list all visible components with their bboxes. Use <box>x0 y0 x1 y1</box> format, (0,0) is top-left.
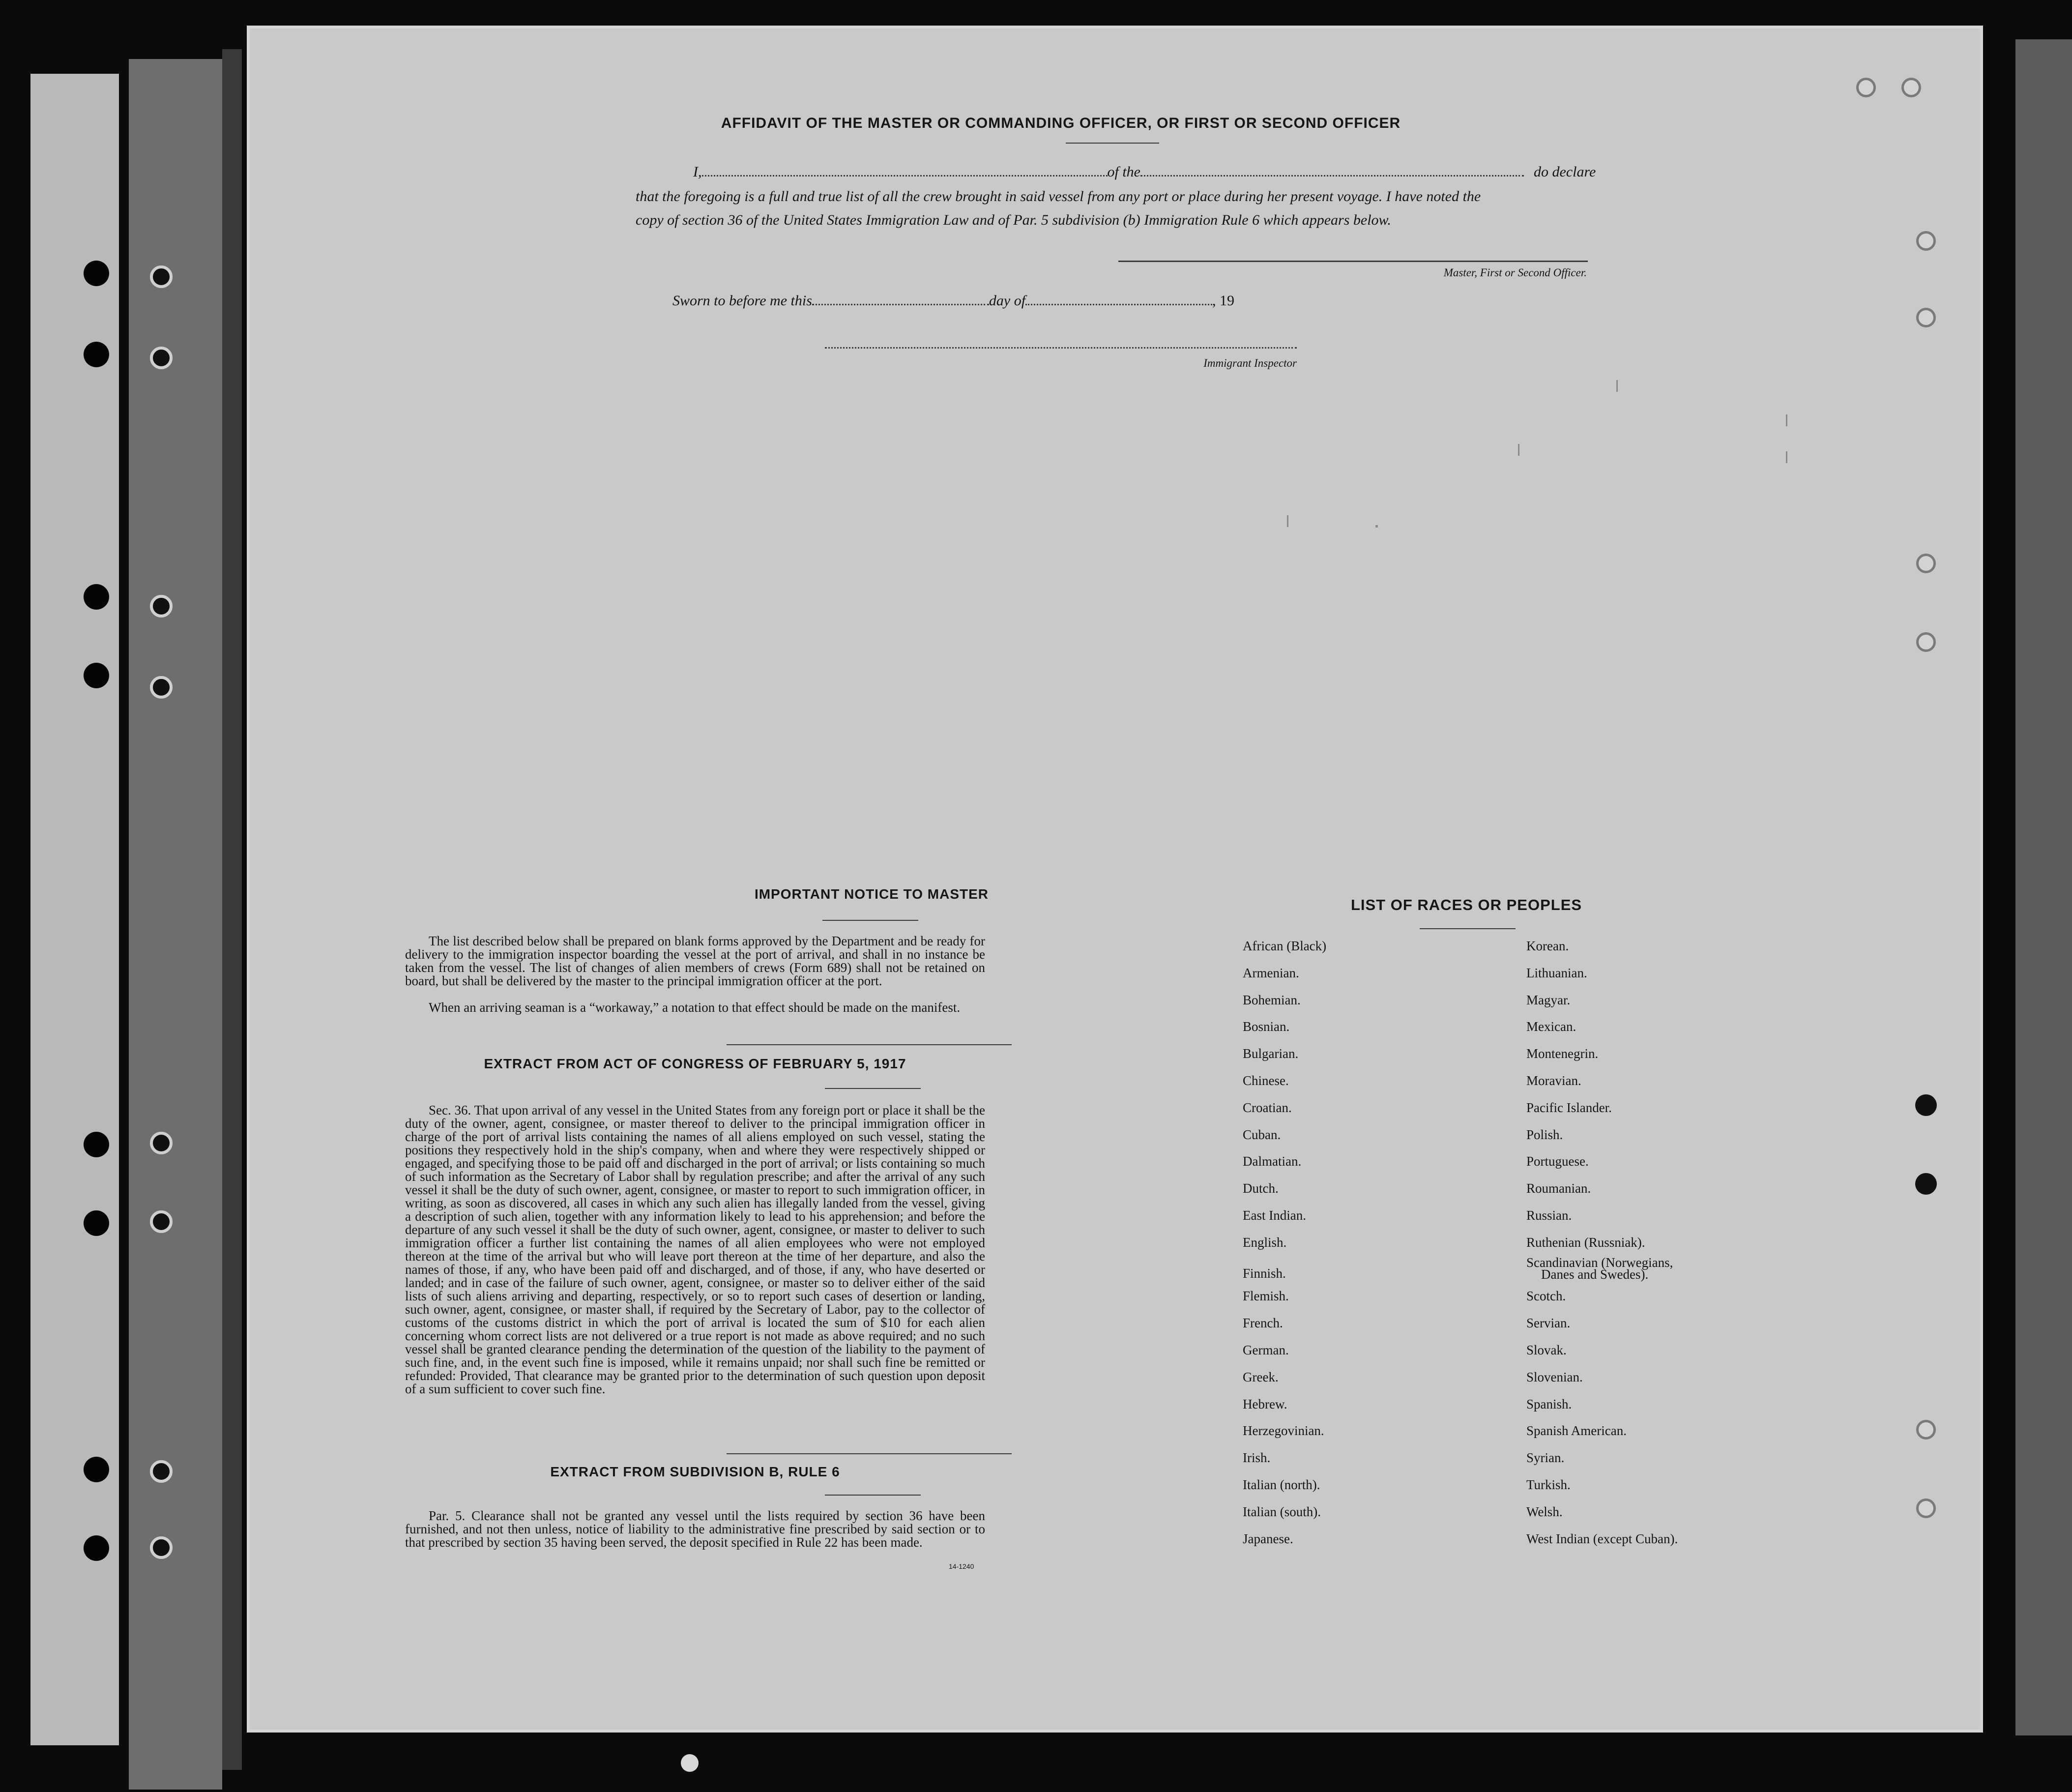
sworn-prefix: Sworn to before me this <box>672 293 812 309</box>
races-title: LIST OF RACES OR PEOPLES <box>1350 896 1582 913</box>
binder-ring <box>150 1536 173 1559</box>
notice-title: IMPORTANT NOTICE TO MASTER <box>754 886 989 902</box>
divider <box>1066 143 1159 144</box>
form-page <box>250 29 1980 1730</box>
act-extract-title: EXTRACT FROM ACT OF CONGRESS OF FEBRUARY 5, 1917 <box>484 1056 906 1071</box>
race-item: Lithuanian. <box>1526 965 1587 980</box>
race-item: Bosnian. <box>1243 1019 1290 1034</box>
race-item: Flemish. <box>1243 1289 1289 1304</box>
race-item: Slovak. <box>1526 1343 1567 1357</box>
page-hole <box>1916 308 1936 327</box>
inspector-label: Immigrant Inspector <box>1203 357 1297 369</box>
race-item: Scotch. <box>1526 1289 1566 1304</box>
sworn-day-of: day of <box>989 293 1026 309</box>
affidavit-line2: that the foregoing is a full and true list of all the crew brought in said vessel from any port or place during her present voyage. I have noted the <box>636 188 1481 205</box>
binder-strip-light <box>30 74 119 1745</box>
race-item: Scandinavian (Norwegians, <box>1526 1255 1673 1270</box>
binder-ring <box>150 595 173 617</box>
race-item: German. <box>1243 1343 1289 1357</box>
affidavit-title: AFFIDAVIT OF THE MASTER OR COMMANDING OFFICER, OR FIRST OR SECOND OFFICER <box>721 115 1401 131</box>
affidavit-of-the: of the <box>1107 164 1140 180</box>
day-blank[interactable] <box>812 304 989 305</box>
race-item: Irish. <box>1243 1450 1271 1466</box>
act-section-36: Sec. 36. That upon arrival of any vessel in the United States from any foreign port or place it shall be the duty of the owner, agent, consignee, or master thereof to deliver to the principal immigration officer in charge of the port of arrival lists containing the names of all aliens employed on such vessel, stating the positions they respectively hold in the ship's company, when and where they were respectively shipped or engaged, and specifying those to be paid off and discharged in the port of arrival; or lists containing so much of such information as the Secretary of Labor shall by regulation prescribe; and after the arrival of any such vessel it shall be the duty of such owner, agent, consignee, or master to report to such immigration officer, in writing, as soon as discovered, all cases in which any such alien has illegally landed from the vessel, giving a description of such alien, together with any information likely to lead to his apprehension; and before the departure of any such vessel it shall be the duty of such owner, agent, consignee, or master to deliver to such immigration officer a further list containing the names of all alien employees who were not employed thereon at the time of the arrival but who will leave port thereon at the time of her departure, and also the names of those, if any, who have been paid off and discharged, and of those, if any, who have deserted or landed; and in case of the failure of such owner, agent, consignee, or master so to deliver either of the said lists of such aliens arriving and departing, respectively, or so to report such cases of desertion or landing, such owner, agent, consignee, or master shall, if required by the Secretary of Labor, pay to the collector of customs of the customs district in which the port of arrival is located the sum of $10 for each alien concerning whom correct lists are not delivered or a true report is not made as above required; and no such vessel shall be granted clearance pending the determination of the question of the liability to the payment of such fine, and, in the event such fine is imposed, while it remains unpaid; nor shall such fine be remitted or refunded: Provided, That clearance may be granted prior to the determination of such question upon deposit of a sum sufficient to cover such fine. <box>405 1103 985 1396</box>
race-item: Syrian. <box>1526 1450 1565 1466</box>
divider <box>825 1088 921 1089</box>
race-item: English. <box>1243 1234 1287 1250</box>
page-hole <box>1916 554 1936 573</box>
binder-strip-gray <box>129 59 222 1790</box>
race-item: Magyar. <box>1526 992 1571 1007</box>
page-hole <box>1916 632 1936 652</box>
binder-hole <box>84 584 109 610</box>
race-item: African (Black) <box>1243 939 1327 953</box>
page-hole <box>1915 1094 1937 1116</box>
page-hole <box>1915 1173 1937 1195</box>
race-item: Dutch. <box>1243 1181 1279 1196</box>
month-blank[interactable] <box>1025 304 1212 305</box>
stray-mark <box>681 1754 699 1772</box>
binder-ring <box>150 676 173 699</box>
bleed-mark <box>1518 444 1519 456</box>
races-left-column <box>1243 29 1498 1700</box>
race-item: Turkish. <box>1526 1477 1571 1492</box>
rule-paragraph-5: Par. 5. Clearance shall not be granted any vessel until the lists required by section 36 have been furnished, and not then unless, notice of liability to the administrative fine prescribed by said section or to that prescribed by section 35 having been served, the deposit specified in Rule 22 has been made. <box>405 1508 985 1550</box>
race-item: Pacific Islander. <box>1526 1100 1612 1115</box>
race-item: Welsh. <box>1526 1504 1563 1519</box>
rule-extract-title: EXTRACT FROM SUBDIVISION B, RULE 6 <box>550 1464 840 1479</box>
binder-hole <box>84 342 109 367</box>
race-item: Slovenian. <box>1526 1369 1583 1384</box>
race-item: Dalmatian. <box>1243 1154 1302 1169</box>
notice-paragraph-1: The list described below shall be prepared on blank forms approved by the Department and be ready for delivery to the immigration inspector boarding the vessel at the port of arrival, and shall in no instance be taken from the vessel. The list of changes of alien members of crews (Form 689) shall not be retained on board, but shall be delivered by the master to the principal immigration officer at the port. <box>405 934 985 988</box>
race-item: Servian. <box>1526 1316 1571 1331</box>
binder-strip-dark <box>222 49 242 1770</box>
race-item: Korean. <box>1526 939 1569 953</box>
page-hole <box>1916 1498 1936 1518</box>
race-item: Cuban. <box>1243 1127 1281 1142</box>
race-item: Finnish. <box>1243 1265 1286 1281</box>
binder-hole <box>84 663 109 688</box>
binder-hole <box>84 1457 109 1482</box>
race-item: Spanish American. <box>1526 1423 1627 1439</box>
race-item: Portuguese. <box>1526 1154 1589 1169</box>
page-hole <box>1901 78 1921 97</box>
page-edge-right <box>2015 39 2072 1735</box>
race-item: Italian (south). <box>1243 1504 1321 1519</box>
race-item: Ruthenian (Russniak). <box>1526 1234 1645 1250</box>
notice-paragraph-2: When an arriving seaman is a “workaway,” a notation to that effect should be made on the manifest. <box>429 1000 961 1015</box>
master-signature-label: Master, First or Second Officer. <box>1443 266 1587 279</box>
race-item: Bohemian. <box>1243 992 1301 1007</box>
binder-ring <box>150 1210 173 1233</box>
race-item: Montenegrin. <box>1526 1046 1599 1061</box>
races-right-column <box>1526 29 1870 1700</box>
affidavit-line3: copy of section 36 of the United States Immigration Law and of Par. 5 subdivision (b) Immigration Rule 6 which appears below. <box>636 212 1391 228</box>
race-item-continuation: Danes and Swedes). <box>1541 1266 1649 1282</box>
race-item: Bulgarian. <box>1243 1046 1299 1061</box>
race-item: Japanese. <box>1243 1531 1293 1546</box>
binder-hole <box>84 1210 109 1236</box>
affidavit-i: I, <box>693 164 702 180</box>
race-item: Hebrew. <box>1243 1396 1287 1411</box>
page-hole <box>1916 231 1936 251</box>
binder-hole <box>84 261 109 286</box>
binder-hole <box>84 1535 109 1561</box>
divider <box>727 1453 1012 1454</box>
race-item: Polish. <box>1526 1127 1563 1142</box>
binder-ring <box>150 347 173 369</box>
divider <box>822 920 918 921</box>
race-item: Moravian. <box>1526 1073 1581 1088</box>
binder-ring <box>150 1460 173 1483</box>
binder-hole <box>84 1132 109 1157</box>
race-item: Russian. <box>1526 1208 1572 1223</box>
form-code: 14-1240 <box>949 1562 974 1570</box>
race-item: Roumanian. <box>1526 1181 1591 1196</box>
divider <box>727 1044 1012 1045</box>
divider <box>825 1495 921 1496</box>
affidavit-declare: do declare <box>1534 164 1596 180</box>
race-item: Croatian. <box>1243 1100 1292 1115</box>
race-item: Italian (north). <box>1243 1477 1320 1492</box>
race-item: East Indian. <box>1243 1208 1306 1223</box>
race-item: French. <box>1243 1316 1283 1331</box>
sworn-year: , 19 <box>1212 293 1235 309</box>
race-item: Chinese. <box>1243 1073 1289 1088</box>
page-hole <box>1916 1420 1936 1439</box>
binder-ring <box>150 265 173 288</box>
race-item: Mexican. <box>1526 1019 1576 1034</box>
inspector-signature-line[interactable] <box>825 347 1297 349</box>
race-item: Greek. <box>1243 1369 1279 1384</box>
race-item: Spanish. <box>1526 1396 1572 1411</box>
race-item: Armenian. <box>1243 965 1299 980</box>
race-item: Herzegovinian. <box>1243 1423 1324 1439</box>
name-blank[interactable] <box>702 175 1108 176</box>
binder-ring <box>150 1132 173 1154</box>
sworn-line <box>672 289 1312 313</box>
race-item: West Indian (except Cuban). <box>1526 1531 1678 1546</box>
